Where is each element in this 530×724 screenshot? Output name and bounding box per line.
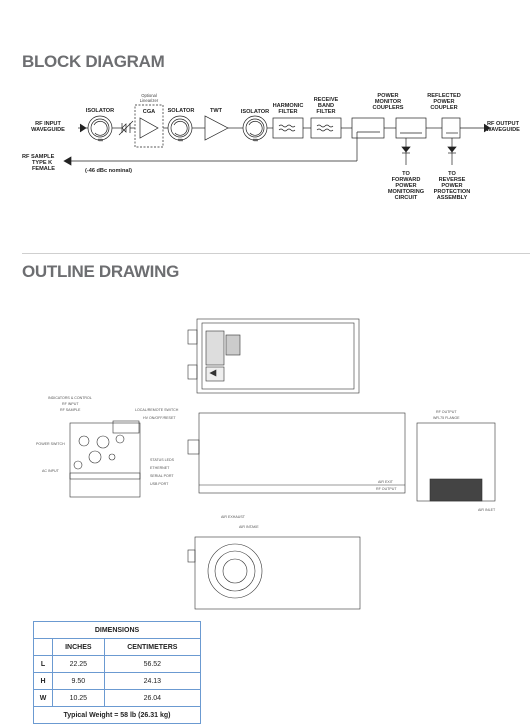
hv-label: HV ON/OFF/RESET [143,416,176,420]
power-monitor-label-1: POWER [377,93,399,99]
air-intake-label: AIR INTAKE [239,525,259,529]
isolator-2-label: SOLATOR [167,108,195,114]
reflected-coupler-label-1: REFLECTED [427,93,461,99]
forward-circuit-label-1: TO [402,171,410,177]
reverse-assembly-label-2: REVERSE [438,177,466,183]
reverse-assembly-label-4: PROTECTION [433,189,471,195]
receive-filter-label-2: BAND [317,103,335,109]
rf-output-label-1: RF OUTPUT [486,121,520,127]
dimensions-title: DIMENSIONS [34,622,201,639]
sample-level-label: (-46 dBc nominal) [85,168,132,174]
forward-circuit-label-4: MONITORING [387,189,425,195]
air-exit-label: AIR EXIT [378,480,393,484]
reverse-assembly-label-3: POWER [441,183,463,189]
cm-value: 26.04 [104,690,200,707]
harmonic-filter-label-2: FILTER [278,109,298,115]
block-diagram [0,85,530,260]
typical-weight: Typical Weight = 58 lb (26.31 kg) [34,707,201,724]
forward-circuit-label-3: POWER [395,183,417,189]
table-row [34,690,201,707]
harmonic-filter-label-1: HARMONIC [272,103,304,109]
status-leds-label: STATUS LEDS [150,458,175,462]
reverse-assembly-label-5: ASSEMBLY [436,195,468,201]
row-label: W [34,690,53,707]
outline-drawing-title: OUTLINE DRAWING [22,262,179,281]
wr75-label: WR-75 FLANGE [433,416,460,420]
power-monitor-label-3: COUPLERS [372,105,404,111]
cm-header: CENTIMETERS [104,639,200,656]
outline-drawing [0,315,530,615]
inches-value: 22.25 [53,656,105,673]
section-divider [22,253,530,254]
ethernet-label: ETHERNET [150,466,170,470]
rf-sample-label-1: RF SAMPLE [22,154,55,160]
rf-sample-od-label: RF SAMPLE [60,408,81,412]
cga-label: CGA [142,109,156,115]
rf-input-label-1: RF INPUT [35,121,61,127]
table-row [34,656,201,673]
usb-port-label: USB PORT [150,482,169,486]
rf-output-label-2: WAVEGUIDE [486,127,520,133]
twt-label: TWT [209,108,223,114]
power-monitor-label-2: MONITOR [374,99,402,105]
forward-circuit-label-5: CIRCUIT [394,195,418,201]
dimensions-table [33,621,201,724]
reverse-assembly-label-1: TO [448,171,456,177]
local-remote-label: LOCAL/REMOTE SWITCH [135,408,179,412]
air-exhaust-label: AIR EXHAUST [221,515,245,519]
indicators-label: INDICATORS & CONTROL [48,396,92,400]
forward-circuit-label-2: FORWARD [391,177,421,183]
row-label: L [34,656,53,673]
end-rf-output-label: RF OUTPUT [436,410,457,414]
row-label: H [34,673,53,690]
power-switch-label: POWER SWITCH [36,442,65,446]
rf-input-label-2: WAVEGUIDE [31,127,65,133]
isolator-3-label: ISOLATOR [240,109,270,115]
rf-output-od-label: RF OUTPUT [376,487,397,491]
cm-value: 24.13 [104,673,200,690]
inches-value: 10.25 [53,690,105,707]
receive-filter-label-1: RECEIVE [313,97,339,103]
rf-input-od-label: RF INPUT [62,402,79,406]
inches-header: INCHES [53,639,105,656]
ac-input-label: AC INPUT [42,469,59,473]
rf-sample-label-2: TYPE K [32,160,53,166]
inches-value: 9.50 [53,673,105,690]
reflected-coupler-label-2: POWER [433,99,455,105]
table-row [34,673,201,690]
rf-sample-label-3: FEMALE [32,166,55,172]
air-inlet-label: AIR INLET [478,508,496,512]
cm-value: 56.52 [104,656,200,673]
receive-filter-label-3: FILTER [316,109,336,115]
isolator-1-label: ISOLATOR [85,108,115,114]
block-diagram-title: BLOCK DIAGRAM [22,52,165,71]
corner-cell [34,639,53,656]
reflected-coupler-label-3: COUPLER [430,105,458,111]
optional-label-1: Optional [141,93,157,98]
serial-port-label: SERIAL PORT [150,474,174,478]
optional-label-2: Linearizer [139,98,159,103]
